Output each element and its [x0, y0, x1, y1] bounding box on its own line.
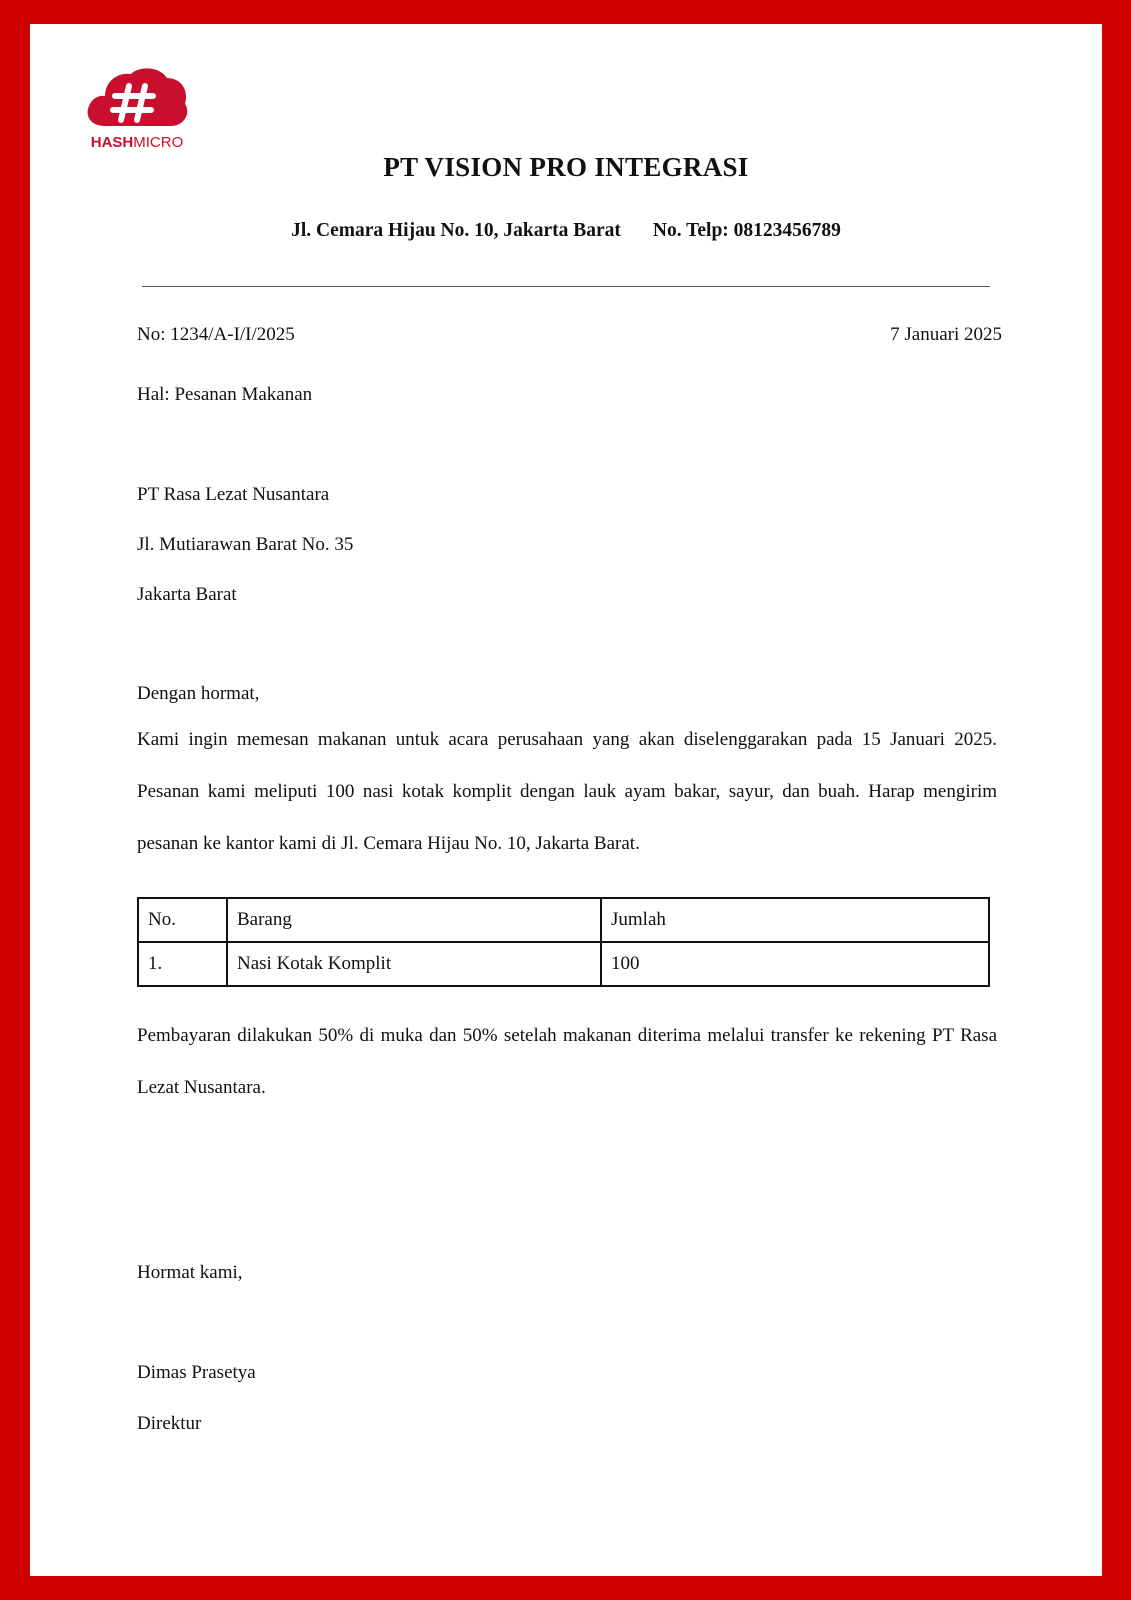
recipient-street: Jl. Mutiarawan Barat No. 35 [137, 534, 354, 555]
greeting: Dengan hormat, [137, 683, 260, 704]
hash-cloud-icon [83, 64, 191, 136]
table-header-cell: Barang [227, 898, 601, 942]
letter-page [30, 24, 1102, 1576]
table-row [138, 942, 989, 986]
letter-date: 7 Januari 2025 [890, 324, 1002, 345]
company-name: PT VISION PRO INTEGRASI [383, 152, 749, 182]
body-paragraph: Kami ingin memesan makanan untuk acara perusahaan yang akan diselenggarakan pada 15 Januari 2025. Pesanan kami meliputi 100 nasi kotak komplit dengan lauk ayam bakar, sayur, dan buah. Harap mengirim pesanan ke kantor kami di Jl. Cemara Hijau No. 10, Jakarta Barat. [137, 729, 997, 854]
recipient-city: Jakarta Barat [137, 584, 237, 605]
table-header-row [138, 898, 989, 942]
closing: Hormat kami, [137, 1262, 243, 1283]
letter-subject: Hal: Pesanan Makanan [137, 384, 313, 405]
payment-paragraph: Pembayaran dilakukan 50% di muka dan 50% setelah makanan diterima melalui transfer ke rekening PT Rasa Lezat Nusantara. [137, 1025, 997, 1098]
signer-title: Direktur [137, 1413, 202, 1434]
company-logo [83, 64, 191, 154]
table-cell: 1. [138, 942, 227, 986]
order-table [137, 897, 990, 987]
table-cell: Nasi Kotak Komplit [227, 942, 601, 986]
signer-name: Dimas Prasetya [137, 1362, 256, 1383]
table-header-cell: No. [138, 898, 227, 942]
recipient-name: PT Rasa Lezat Nusantara [137, 484, 330, 505]
table-cell: 100 [601, 942, 989, 986]
letterhead-divider [142, 286, 990, 287]
company-phone: No. Telp: 08123456789 [652, 220, 841, 241]
logo-wordmark: HASHMICRO [90, 134, 184, 151]
letter-number: No: 1234/A-I/I/2025 [137, 324, 295, 345]
company-contact [30, 220, 1102, 242]
table-header-cell: Jumlah [601, 898, 989, 942]
company-address: Jl. Cemara Hijau No. 10, Jakarta Barat [291, 220, 621, 241]
